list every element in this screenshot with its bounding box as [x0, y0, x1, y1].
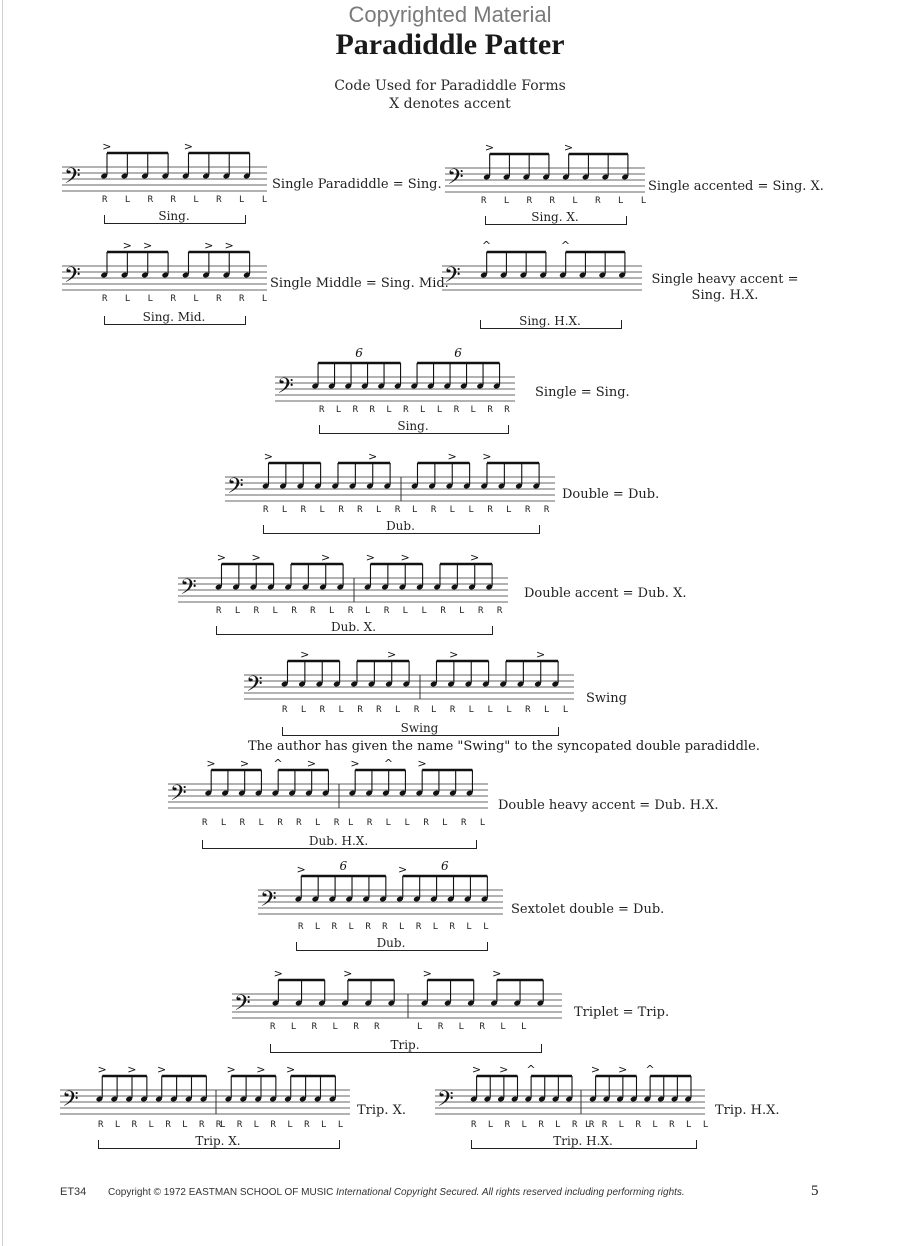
sticking-triplet-b: L R L R L L — [417, 1022, 532, 1032]
label-double: Double = Dub. — [562, 487, 660, 502]
footer-catalog: ET34 — [60, 1186, 87, 1198]
accent-mark-icon: > — [563, 141, 574, 154]
sticking-triplet-heavy-a: R L R L R L R R — [471, 1120, 598, 1130]
accent-mark-icon: > — [343, 967, 353, 980]
sticking-sextolet-double: R L R L R R L R L R L L — [298, 922, 492, 932]
bass-clef-icon: 𝄢 — [260, 887, 277, 917]
pattern-single — [62, 140, 462, 235]
accent-mark-icon: > — [306, 757, 317, 770]
sticking-double-a: R L R L R R L R — [263, 505, 405, 515]
sticking-double-accent-b: L R L L R L R R — [365, 606, 507, 616]
label-swing: Swing — [586, 691, 627, 706]
accent-mark-icon: > — [263, 450, 273, 463]
accent-mark-icon: > — [469, 551, 480, 564]
accent-mark-icon: > — [365, 551, 375, 564]
sticking-single: R L R R L R L L — [102, 195, 274, 205]
label-single-heavy-1: Single heavy accent = — [651, 272, 799, 287]
bass-clef-icon: 𝄢 — [277, 374, 294, 404]
label-triplet-heavy: Trip. H.X. — [715, 1103, 780, 1118]
accent-mark-icon: > — [590, 1063, 601, 1076]
pattern-triplet — [232, 967, 692, 1062]
tuplet-number: 6 — [454, 346, 462, 360]
heavy-accent-mark-icon: ^ — [560, 239, 571, 252]
code-double: Dub. — [386, 519, 415, 533]
bass-clef-icon: 𝄢 — [444, 263, 461, 293]
staff-double-heavy — [168, 757, 488, 822]
sticking-double-b: L R L L R L R R — [412, 505, 554, 515]
accent-mark-icon: > — [285, 1063, 296, 1076]
code-single-sextolet: Sing. — [397, 419, 429, 433]
accent-mark-icon: > — [273, 967, 283, 980]
label-single-sextolet: Single = Sing. — [535, 385, 630, 400]
accent-mark-icon: > — [251, 551, 261, 564]
watermark: Copyrighted Material — [348, 2, 552, 27]
page-edge — [2, 0, 3, 1246]
label-sextolet-double: Sextolet double = Dub. — [511, 902, 665, 917]
accent-mark-icon: > — [367, 450, 378, 463]
page-title: Paradiddle Patter — [335, 28, 565, 61]
sticking-triplet-heavy-b: L R L R L R L L — [585, 1120, 712, 1130]
accent-mark-icon: > — [471, 1063, 482, 1076]
accent-mark-icon: > — [300, 648, 310, 661]
staff-single-heavy — [442, 239, 642, 304]
bass-clef-icon: 𝄢 — [246, 672, 263, 702]
code-single-accented: Sing. X. — [531, 210, 579, 224]
accent-mark-icon: > — [224, 239, 234, 252]
code-double-accent: Dub. X. — [330, 620, 377, 634]
code-triplet-accent: Trip. X. — [195, 1134, 241, 1148]
footer-rights: International Copyright Secured. All rights reserved including performing rights. — [336, 1187, 685, 1198]
bass-clef-icon: 𝄢 — [437, 1087, 454, 1117]
accent-mark-icon: > — [397, 863, 408, 876]
accent-mark-icon: > — [183, 140, 193, 153]
sticking-double-heavy-b: L R L L R L R L — [348, 818, 490, 828]
accent-mark-icon: > — [449, 648, 459, 661]
accent-mark-icon: > — [239, 757, 250, 770]
bass-clef-icon: 𝄢 — [64, 263, 81, 293]
bass-clef-icon: 𝄢 — [170, 781, 187, 811]
tuplet-number: 6 — [339, 859, 348, 873]
staff-sextolet-double — [258, 858, 503, 928]
pattern-triplet-heavy — [435, 1063, 835, 1158]
heavy-accent-mark-icon: ^ — [645, 1063, 655, 1076]
tuplet-number: 6 — [355, 346, 363, 360]
accent-mark-icon: > — [447, 450, 457, 463]
accent-mark-icon: > — [206, 757, 216, 770]
accent-mark-icon: > — [320, 551, 331, 564]
label-single: Single Paradiddle = Sing. — [272, 177, 442, 192]
bass-clef-icon: 𝄢 — [180, 575, 197, 605]
accent-mark-icon: > — [618, 1063, 628, 1076]
label-double-heavy: Double heavy accent = Dub. H.X. — [498, 798, 719, 813]
bass-clef-icon: 𝄢 — [62, 1087, 79, 1117]
accent-mark-icon: > — [97, 1063, 107, 1076]
accent-mark-icon: > — [482, 450, 492, 463]
pattern-single-heavy — [442, 239, 862, 334]
accent-mark-icon: > — [492, 967, 502, 980]
tuplet-number: 6 — [441, 859, 449, 873]
code-swing: Swing — [400, 721, 439, 735]
heavy-accent-mark-icon: ^ — [481, 239, 492, 252]
label-single-heavy-2: Sing. H.X. — [691, 288, 759, 303]
heavy-accent-mark-icon: ^ — [273, 757, 283, 770]
pattern-single-accented — [445, 141, 865, 236]
sticking-double-accent-a: R L R L R R L R — [216, 606, 358, 616]
bass-clef-icon: 𝄢 — [234, 991, 251, 1021]
accent-mark-icon: > — [256, 1063, 266, 1076]
sticking-triplet-a: R L R L R R — [270, 1022, 385, 1032]
sticking-swing-a: R L R L R R L R — [282, 705, 424, 715]
staff-triplet-accent — [60, 1063, 350, 1128]
sticking-double-heavy-a: R L R L R R L R — [202, 818, 344, 828]
code-double-heavy: Dub. H.X. — [308, 834, 369, 848]
footer-copyright: Copyright © 1972 EASTMAN SCHOOL OF MUSIC — [108, 1187, 334, 1198]
code-sextolet-double: Dub. — [376, 936, 406, 950]
staff-swing — [244, 648, 574, 713]
pattern-double-heavy — [168, 757, 748, 857]
bass-clef-icon: 𝄢 — [447, 165, 464, 195]
label-triplet: Triplet = Trip. — [574, 1005, 670, 1020]
accent-mark-icon: > — [422, 967, 432, 980]
sticking-triplet-accent-a: R L R L R L R R — [98, 1120, 225, 1130]
sticking-single-middle: R L L R L R R L — [102, 294, 274, 304]
code-single-heavy: Sing. H.X. — [519, 314, 581, 328]
staff-triplet-heavy — [435, 1063, 705, 1128]
pattern-sextolet-double — [258, 858, 678, 958]
page-number: 5 — [811, 1183, 819, 1199]
pattern-double — [225, 450, 685, 545]
accent-mark-icon: > — [127, 1063, 137, 1076]
accent-mark-icon: > — [156, 1063, 167, 1076]
accent-mark-icon: > — [350, 757, 360, 770]
sticking-single-accented: R L R R L R L L — [481, 196, 653, 206]
bass-clef-icon: 𝄢 — [64, 164, 81, 194]
pattern-double-accent — [178, 551, 698, 646]
pattern-single-middle — [62, 239, 462, 334]
sticking-single-sextolet: R L R R L R L L R L R R — [319, 405, 513, 415]
pattern-swing — [244, 648, 664, 743]
pattern-triplet-accent — [60, 1063, 440, 1158]
sticking-swing-b: L R L L L R L L — [431, 705, 573, 715]
accent-mark-icon: > — [535, 648, 546, 661]
code-single-middle: Sing. Mid. — [142, 310, 206, 324]
accent-mark-icon: > — [122, 239, 132, 252]
accent-mark-icon: > — [216, 551, 226, 564]
sticking-triplet-accent-b: L R L R L R L L — [220, 1120, 347, 1130]
accent-mark-icon: > — [417, 757, 427, 770]
accent-mark-icon: > — [386, 648, 397, 661]
accent-mark-icon: > — [400, 551, 410, 564]
accent-note: X denotes accent — [389, 96, 511, 112]
heavy-accent-mark-icon: ^ — [383, 757, 394, 770]
pattern-single-sextolet — [275, 345, 655, 445]
bass-clef-icon: 𝄢 — [227, 474, 244, 504]
accent-mark-icon: > — [142, 239, 153, 252]
accent-mark-icon: > — [296, 863, 306, 876]
accent-mark-icon: > — [499, 1063, 509, 1076]
label-triplet-accent: Trip. X. — [357, 1103, 407, 1118]
label-single-accented: Single accented = Sing. X. — [648, 179, 824, 194]
code-triplet: Trip. — [390, 1038, 420, 1052]
swing-note: The author has given the name "Swing" to the syncopated double paradiddle. — [248, 739, 760, 754]
code-triplet-heavy: Trip. H.X. — [553, 1134, 613, 1148]
code-heading: Code Used for Paradiddle Forms — [334, 78, 566, 94]
code-single: Sing. — [158, 209, 190, 223]
accent-mark-icon: > — [102, 140, 112, 153]
accent-mark-icon: > — [484, 141, 495, 154]
accent-mark-icon: > — [226, 1063, 236, 1076]
heavy-accent-mark-icon: ^ — [526, 1063, 536, 1076]
label-double-accent: Double accent = Dub. X. — [524, 586, 687, 601]
accent-mark-icon: > — [204, 239, 214, 252]
label-single-middle: Single Middle = Sing. Mid. — [270, 276, 449, 291]
